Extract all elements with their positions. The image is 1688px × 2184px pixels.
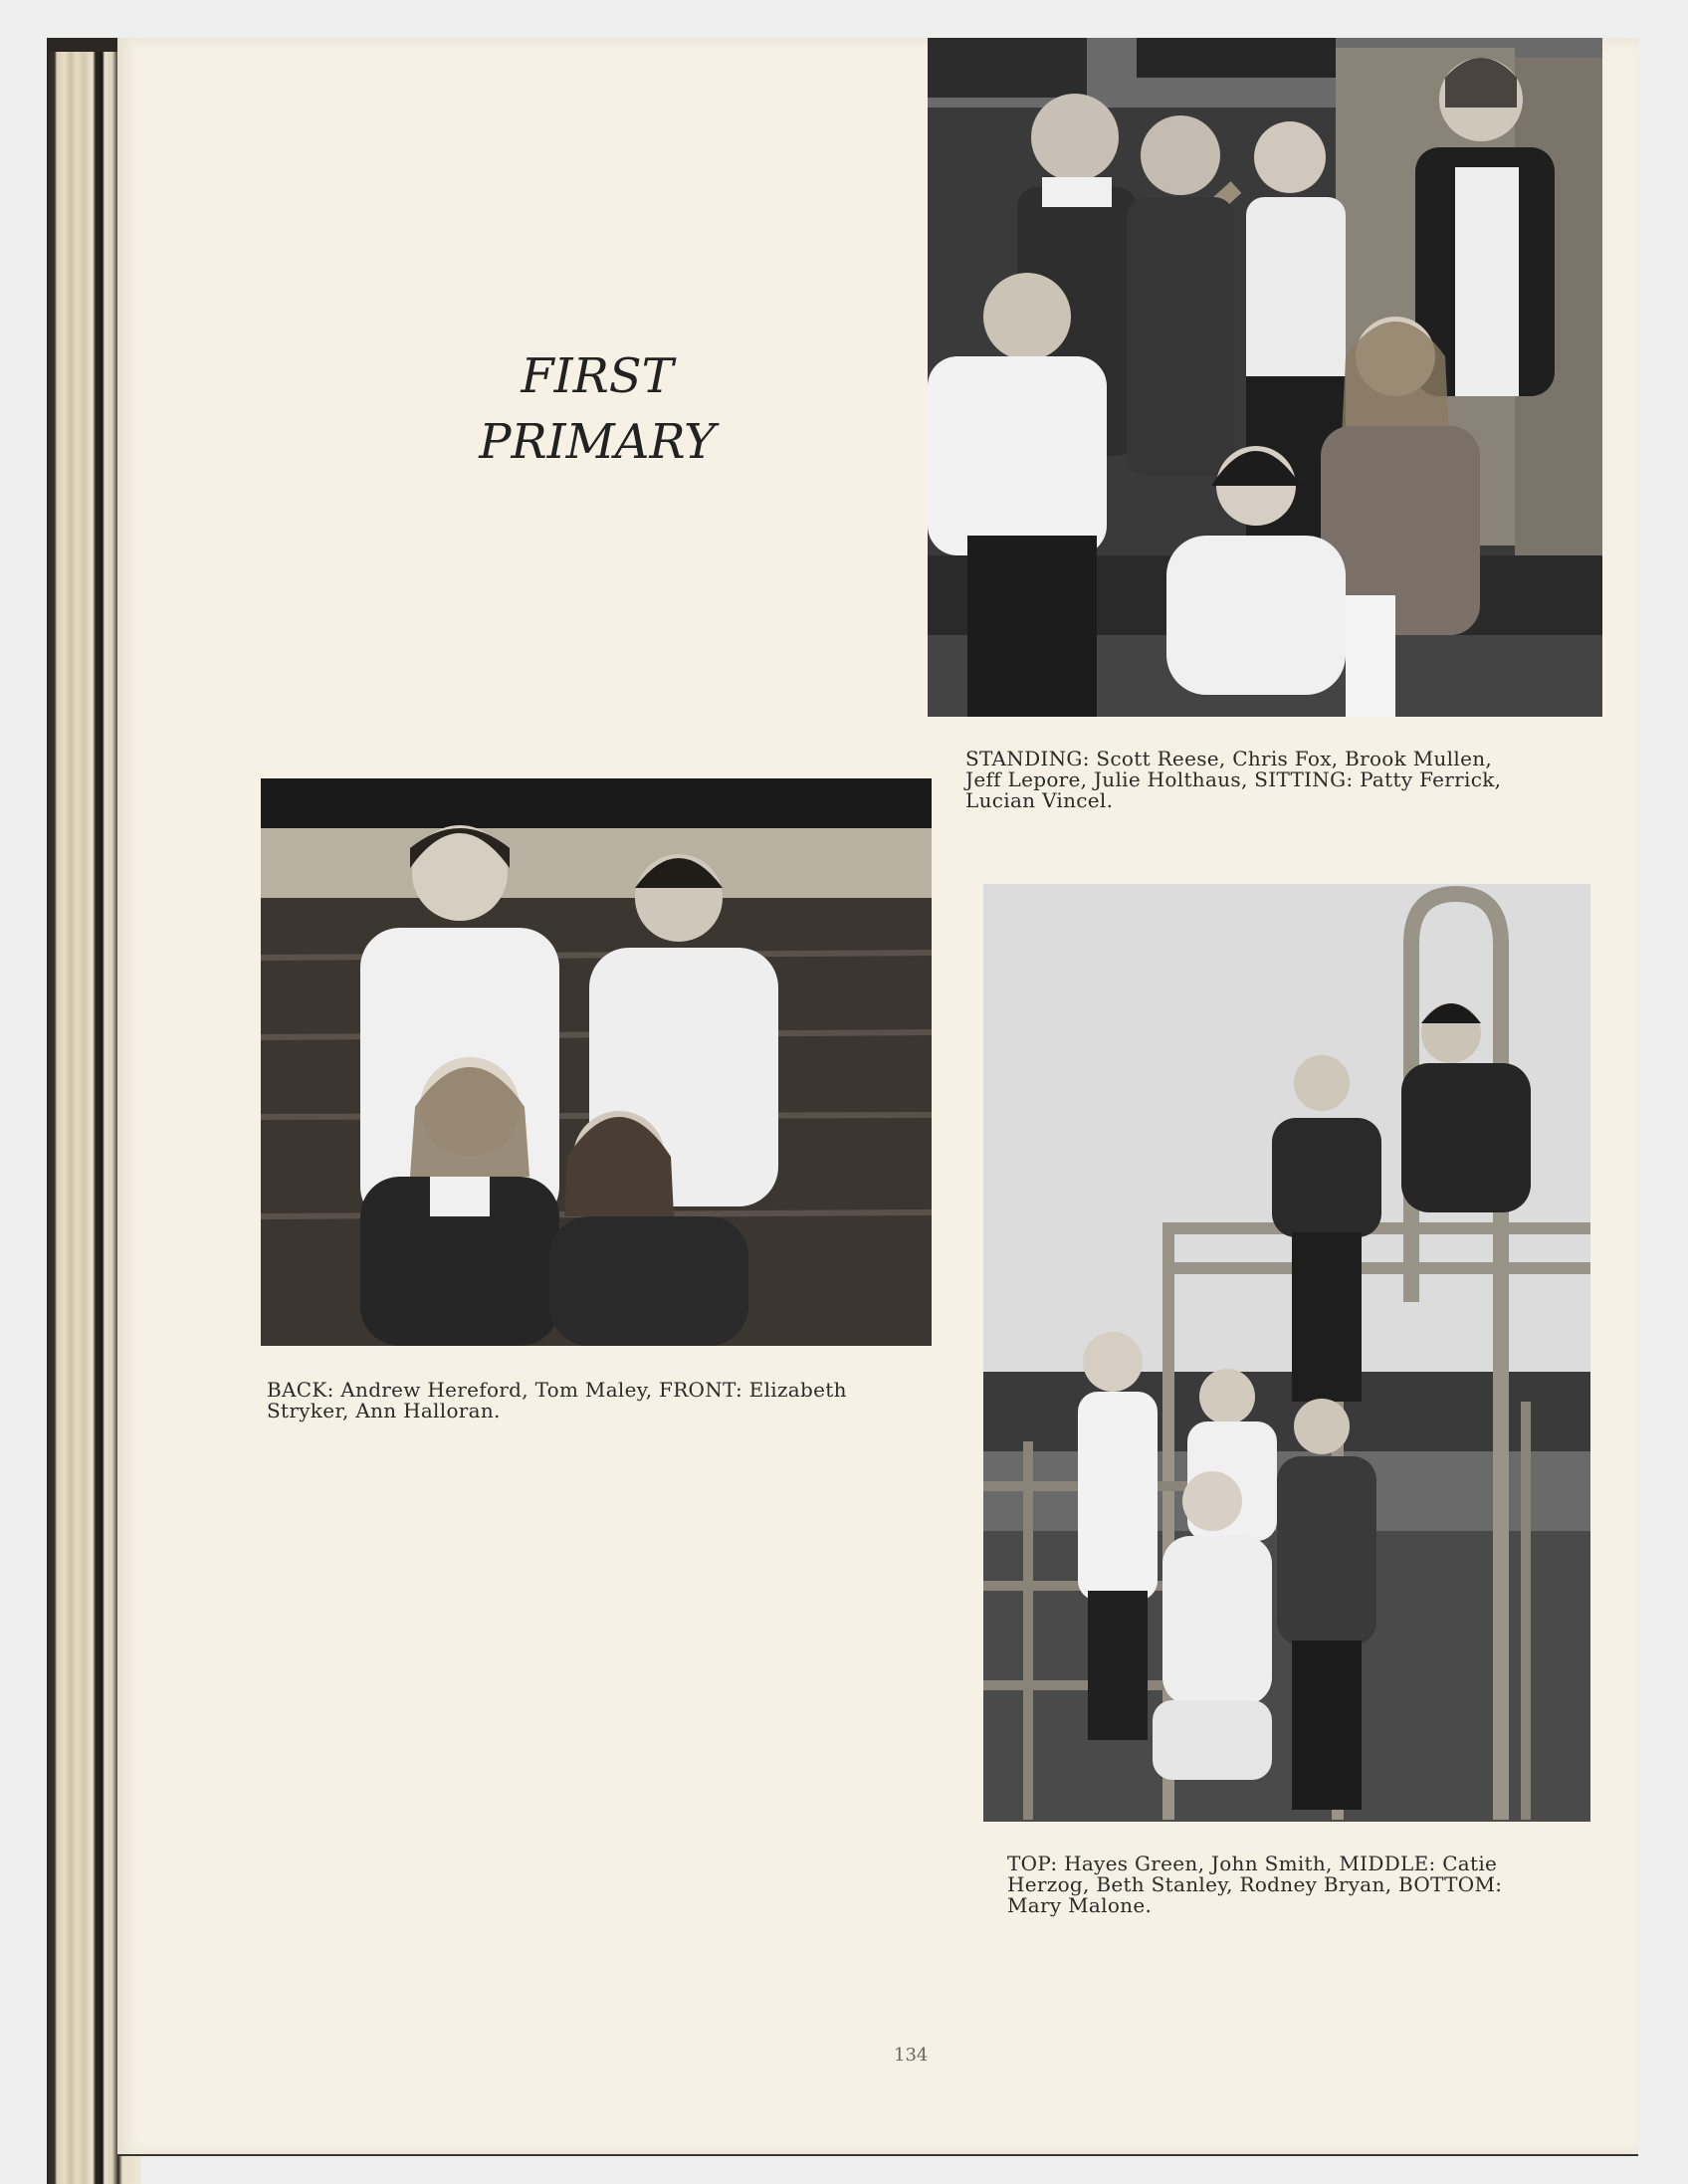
title-line-2: PRIMARY [479,414,716,470]
group-photo-image-3 [983,884,1590,1822]
caption-line: Mary Malone. [1007,1893,1153,1917]
group-photo-image-2 [261,778,932,1346]
caption-line: BACK: Andrew Hereford, Tom Maley, FRONT: Elizabeth [267,1378,847,1402]
page-title [428,343,766,475]
caption-jungle-gym [1007,1854,1604,1916]
photo-standing-sitting-group [928,38,1602,717]
group-photo-image-1 [928,38,1602,717]
photo-jungle-gym-group [983,884,1590,1822]
caption-line: Lucian Vincel. [965,788,1114,812]
caption-line: Stryker, Ann Halloran. [267,1399,501,1422]
caption-line: Jeff Lepore, Julie Holthaus, SITTING: Patty Ferrick, [965,767,1502,791]
caption-line: Herzog, Beth Stanley, Rodney Bryan, BOTTOM: [1007,1872,1503,1896]
photo-back-front-group [261,778,932,1346]
caption-back-front [267,1380,944,1421]
page-number: 134 [894,2045,929,2066]
caption-line: STANDING: Scott Reese, Chris Fox, Brook Mullen, [965,747,1493,770]
title-line-1: FIRST [521,348,674,404]
caption-standing-sitting [965,749,1602,811]
caption-line: TOP: Hayes Green, John Smith, MIDDLE: Catie [1007,1852,1498,1875]
